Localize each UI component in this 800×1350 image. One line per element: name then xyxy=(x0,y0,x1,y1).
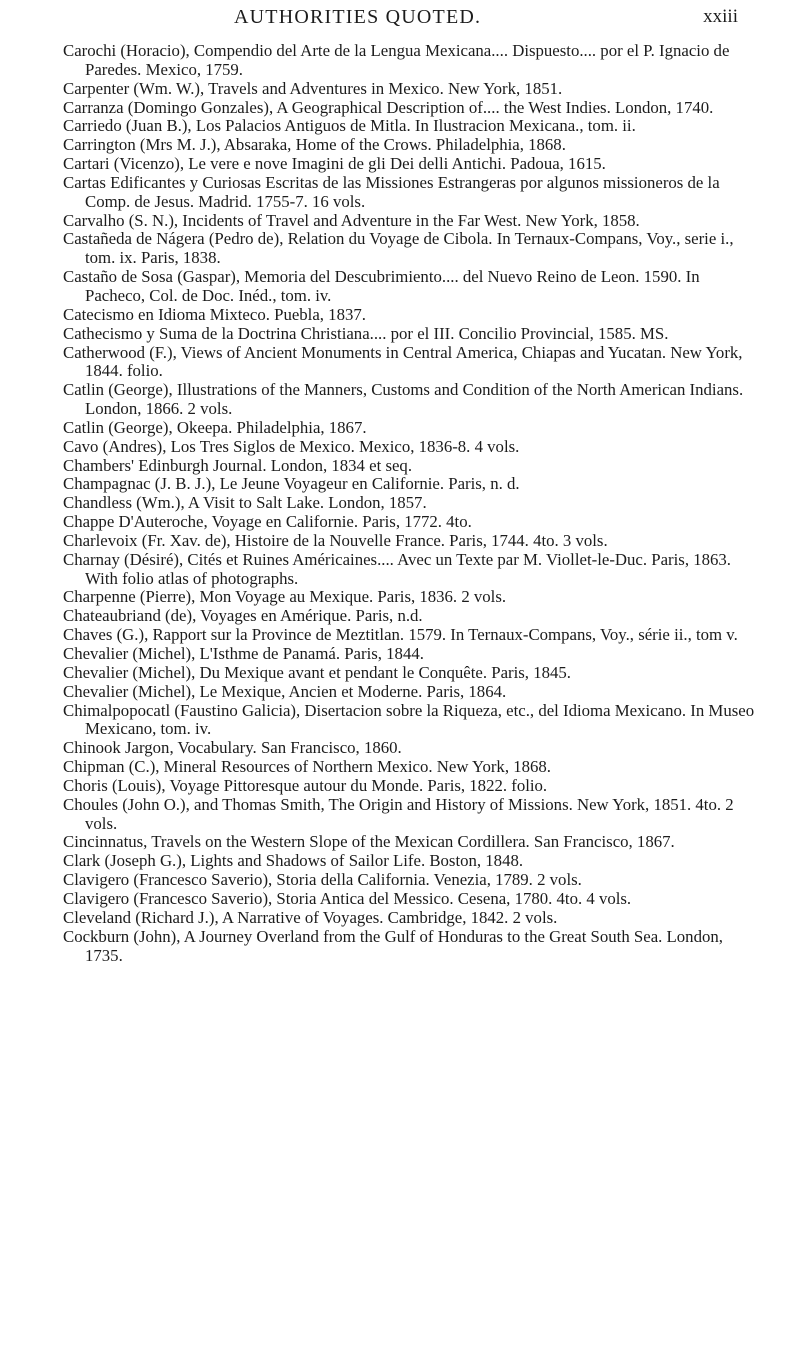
bibliography-entry: Carpenter (Wm. W.), Travels and Adventures in Mexico. New York, 1851. xyxy=(63,78,563,98)
bibliography-entry: Choris (Louis), Voyage Pittoresque autour du Monde. Paris, 1822. folio. xyxy=(63,775,548,795)
bibliography-entry: Chinook Jargon, Vocabulary. San Francisco, 1860. xyxy=(63,738,402,758)
bibliography-entry: Chandless (Wm.), A Visit to Salt Lake. London, 1857. xyxy=(63,493,427,513)
bibliography-entry: Cincinnatus, Travels on the Western Slope of the Mexican Cordillera. San Francisco, 1867. xyxy=(63,832,675,852)
bibliography-entry: Chimalpopocatl (Faustino Galicia), Disertacion sobre la Riqueza, etc., del Idioma Mexicano. In Museo Mexicano, tom. iv. xyxy=(63,700,755,739)
page-header xyxy=(0,2,800,32)
bibliography-entry: Carranza (Domingo Gonzales), A Geographical Description of.... the West Indies. London, 1740. xyxy=(63,97,714,117)
bibliography-entry: Catlin (George), Illustrations of the Manners, Customs and Condition of the North American Indians. London, 1866. 2 vols. xyxy=(63,380,744,419)
bibliography-entry: Clavigero (Francesco Saverio), Storia Antica del Messico. Cesena, 1780. 4to. 4 vols. xyxy=(63,888,632,908)
bibliography-entry: Chevalier (Michel), Du Mexique avant et pendant le Conquête. Paris, 1845. xyxy=(63,662,571,682)
bibliography-entry: Champagnac (J. B. J.), Le Jeune Voyageur en Californie. Paris, n. d. xyxy=(63,474,520,494)
bibliography-entry: Chevalier (Michel), Le Mexique, Ancien et Moderne. Paris, 1864. xyxy=(63,681,507,701)
bibliography-entry: Carvalho (S. N.), Incidents of Travel and Adventure in the Far West. New York, 1858. xyxy=(63,210,640,230)
bibliography-entry: Chambers' Edinburgh Journal. London, 1834 et seq. xyxy=(63,455,413,475)
bibliography-entry: Chevalier (Michel), L'Isthme de Panamá. Paris, 1844. xyxy=(63,644,424,663)
bibliography-entry: Cartari (Vicenzo), Le vere e nove Imagini de gli Dei delli Antichi. Padoua, 1615. xyxy=(63,154,606,174)
page-number: xxiii xyxy=(703,6,738,27)
bibliography-entry: Clark (Joseph G.), Lights and Shadows of Sailor Life. Boston, 1848. xyxy=(63,851,524,871)
bibliography-entry: Cockburn (John), A Journey Overland from the Gulf of Honduras to the Great South Sea. London, 1735. xyxy=(63,926,723,965)
bibliography-entry: Catecismo en Idioma Mixteco. Puebla, 1837. xyxy=(63,304,366,324)
bibliography-entry: Cavo (Andres), Los Tres Siglos de Mexico. Mexico, 1836-8. 4 vols. xyxy=(63,436,520,456)
bibliography-list xyxy=(63,42,763,965)
bibliography-entry: Chaves (G.), Rapport sur la Province de Meztitlan. 1579. In Ternaux-Compans, Voy., série ii., tom v. xyxy=(63,625,738,645)
bibliography-entry: Carrington (Mrs M. J.), Absaraka, Home of the Crows. Philadelphia, 1868. xyxy=(63,135,566,155)
bibliography-entry: Clavigero (Francesco Saverio), Storia della California. Venezia, 1789. 2 vols. xyxy=(63,870,582,890)
bibliography-entry: Charpenne (Pierre), Mon Voyage au Mexique. Paris, 1836. 2 vols. xyxy=(63,587,507,607)
bibliography-entry: Charlevoix (Fr. Xav. de), Histoire de la Nouvelle France. Paris, 1744. 4to. 3 vols. xyxy=(63,530,608,550)
bibliography-entry: Carriedo (Juan B.), Los Palacios Antiguos de Mitla. In Ilustracion Mexicana., tom. ii. xyxy=(63,116,636,136)
bibliography-entry: Cleveland (Richard J.), A Narrative of Voyages. Cambridge, 1842. 2 vols. xyxy=(63,907,558,927)
running-title: AUTHORITIES QUOTED. xyxy=(234,6,482,28)
bibliography-entry: Catlin (George), Okeepa. Philadelphia, 1867. xyxy=(63,417,367,437)
bibliography-entry: Chateaubriand (de), Voyages en Amérique. Paris, n.d. xyxy=(63,606,423,626)
bibliography-entry: Charnay (Désiré), Cités et Ruines Américaines.... Avec un Texte par M. Viollet-le-Duc. Paris, 1863. With folio atlas of photographs. xyxy=(63,549,731,588)
bibliography-entry: Castañeda de Nágera (Pedro de), Relation du Voyage de Cibola. In Ternaux-Compans, Voy., serie i., tom. ix. Paris, 1838. xyxy=(63,229,734,268)
bibliography-entry: Carochi (Horacio), Compendio del Arte de la Lengua Mexicana.... Dispuesto.... por el P. Ignacio de Paredes. Mexico, 1759. xyxy=(63,41,730,79)
bibliography-entry: Choules (John O.), and Thomas Smith, The Origin and History of Missions. New York, 1851. 4to. 2 vols. xyxy=(63,794,734,833)
bibliography-entry: Cartas Edificantes y Curiosas Escritas de las Missiones Estrangeras por algunos missioneros de la Comp. de Jesus. Madrid. 1755-7. 16 vols. xyxy=(63,172,720,211)
bibliography-entry: Cathecismo y Suma de la Doctrina Christiana.... por el III. Concilio Provincial, 1585. MS. xyxy=(63,323,669,343)
bibliography-entry: Chipman (C.), Mineral Resources of Northern Mexico. New York, 1868. xyxy=(63,757,551,777)
bibliography-entry: Chappe D'Auteroche, Voyage en Californie. Paris, 1772. 4to. xyxy=(63,512,472,532)
bibliography-entry: Castaño de Sosa (Gaspar), Memoria del Descubrimiento.... del Nuevo Reino de Leon. 1590. In Pacheco, Col. de Doc. Inéd., tom. iv. xyxy=(63,267,700,305)
bibliography-entry: Catherwood (F.), Views of Ancient Monuments in Central America, Chiapas and Yucatan. New York, 1844. folio. xyxy=(63,342,743,381)
